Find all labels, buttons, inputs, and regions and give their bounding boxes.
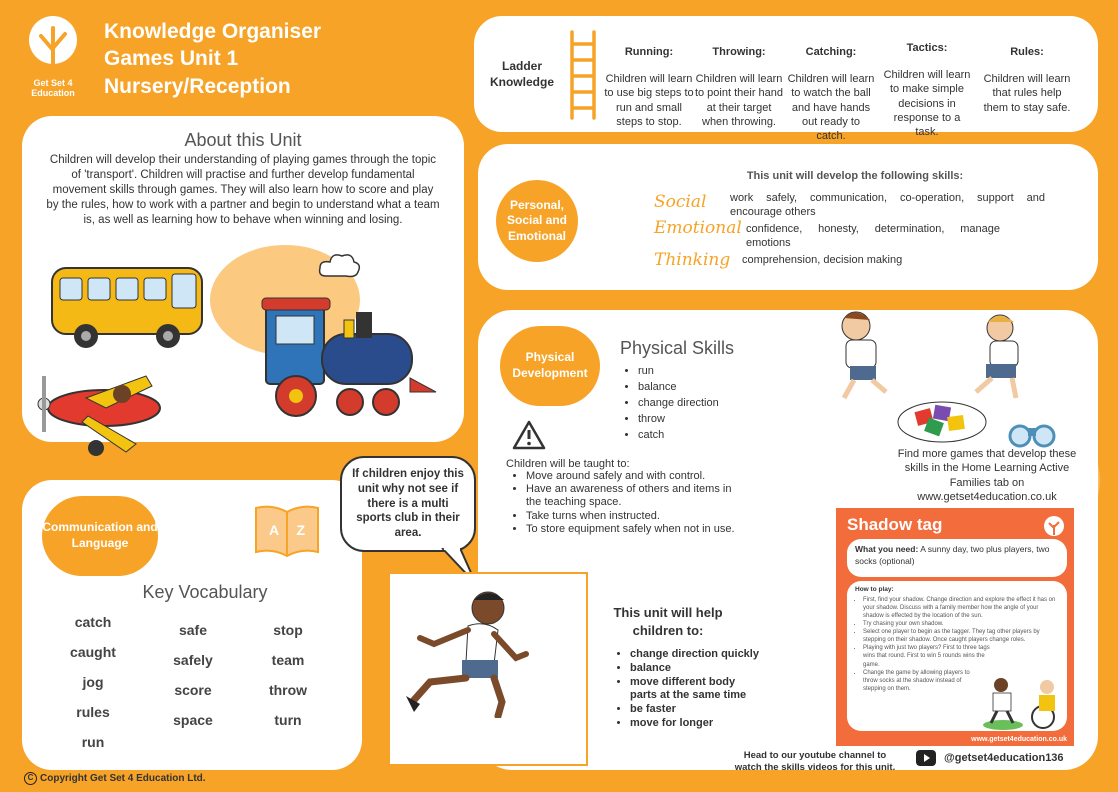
ladder-panel: [474, 16, 1098, 143]
physical-skills-list: [620, 364, 719, 444]
home-learning-label: Home Learning: [816, 446, 876, 484]
ladder-col-running: Running: Children will learn to use big steps to run and small steps to stop.: [604, 46, 694, 128]
vocab-word: space: [173, 712, 213, 728]
list-item: • balance: [630, 662, 762, 676]
warning-icon: [512, 420, 546, 450]
vocab-col-1: [48, 614, 138, 764]
physical-title: Physical Skills: [620, 338, 735, 358]
beanbags-illustration: [896, 396, 988, 444]
logo-small-icon: [1043, 515, 1065, 537]
youtube-link[interactable]: [916, 750, 1064, 766]
pse-social-label: Social: [654, 192, 707, 212]
list-item: • Have an awareness of others and items in the teaching space.: [526, 483, 740, 509]
list-item: • throw: [638, 412, 719, 428]
ladder-col-rules: Rules: Children will learn that rules help them to stay safe.: [983, 46, 1071, 114]
ladder-label: Ladder Knowledge: [489, 59, 554, 90]
plane-illustration: [26, 356, 176, 461]
list-item: • Change the game by allowing players to throw socks at the shadow instead of stepping on them.: [863, 669, 973, 693]
pse-emotional-label: Emotional: [654, 218, 742, 238]
list-item: • Playing with just two players? First to three tags wins that round. First to win 5 rounds wins the game.: [863, 644, 999, 668]
binoculars-icon: [1008, 418, 1056, 448]
list-item: • be faster: [630, 703, 762, 717]
shadow-site[interactable]: www.getset4education.co.uk: [971, 736, 1067, 743]
book-letters: A Z: [268, 522, 306, 538]
copyright-text: Copyright Get Set 4 Education Ltd.: [40, 773, 206, 784]
help-title: This unit will help children to:: [613, 605, 723, 639]
list-item: • Try chasing your own shadow.: [863, 620, 1059, 628]
list-item: • balance: [638, 380, 719, 396]
vocab-col-2: [148, 622, 238, 742]
vocab-word: throw: [268, 682, 308, 698]
ladder-col-throwing: Throwing: Children will learn to point their hand at their target when throwing.: [694, 46, 784, 128]
speech-text: If children enjoy this unit why not see if there is a multi sports club in their area.: [352, 467, 464, 540]
list-item: • catch: [638, 428, 719, 444]
list-item: • move different body parts at the same time: [630, 676, 762, 704]
list-item: • First, find your shadow. Change direction and explore the effect it has on your shadow. Discuss with a family member how the angle of your shadow is effected by the location of the sun.: [863, 596, 1059, 620]
pse-thinking-text: comprehension, decision making: [742, 254, 903, 266]
tree-icon: [23, 14, 83, 74]
pse-thinking-label: Thinking: [654, 250, 731, 270]
vocab-word: team: [271, 652, 305, 668]
page-title: [104, 18, 321, 100]
logo: [20, 14, 86, 100]
pse-circle: Personal, Social and Emotional: [496, 180, 578, 262]
pse-intro: This unit will develop the following skills:: [746, 170, 964, 182]
need-label: What you need:: [855, 544, 919, 554]
ladder-col-catching: Catching: Children will learn to watch the ball and have hands out ready to catch.: [787, 46, 875, 143]
shadow-tag-title: Shadow tag: [847, 515, 943, 534]
youtube-icon: [916, 750, 936, 766]
pse-social-text: work safely, communication, co-operation, support and encourage others: [730, 192, 1045, 219]
physical-circle: Physical Development: [500, 326, 600, 406]
title-line-2: Games Unit 1: [104, 47, 239, 71]
logo-text: Get Set 4 Education: [31, 78, 75, 98]
home-learning-text: Find more games that develop these skills in the Home Learning Active Families tab on www.getset4education.co.uk: [897, 448, 1077, 503]
list-item: • Take turns when instructed.: [526, 510, 740, 523]
shadow-need-box: [847, 539, 1067, 577]
vocab-word: jog: [82, 674, 104, 690]
list-item: • run: [638, 364, 719, 380]
list-item: • change direction: [638, 396, 719, 412]
how-label: How to play:: [855, 586, 894, 593]
about-text: Children will develop their understanding of playing games through the topic of 'transport'. Children will practise and further develop fundamental movement skills through games. They will also learn how to score and play by the rules, how to work with a partner and begin to understand what a team is, as well as learning how to behave when winning and losing.: [46, 154, 440, 226]
list-item: • Move around safely and with control.: [526, 470, 740, 483]
shadow-kids-illustration: [981, 675, 1071, 731]
vocab-word: safe: [178, 622, 208, 638]
cloud-icon: [316, 250, 362, 280]
ladder-icon: [566, 30, 600, 120]
list-item: • Select one player to begin as the tagger. They tag other players by stepping on their shadow. Once caught players change roles.: [863, 628, 1059, 644]
copyright-icon: C: [24, 772, 37, 785]
youtube-handle: @getset4education136: [944, 752, 1064, 764]
copyright: [24, 772, 206, 785]
about-title: About this Unit: [184, 130, 302, 150]
list-item: • To store equipment safely when not in use.: [526, 523, 740, 536]
house-icon: [774, 494, 814, 532]
children-running-illustration: [830, 306, 1060, 402]
need-text: A sunny day, two plus players, two socks (optional): [855, 544, 1050, 566]
shadow-tag-card: [836, 508, 1074, 746]
list-item: • move for longer: [630, 717, 762, 731]
checkmark-icon: [600, 566, 640, 598]
list-item: • change direction quickly: [630, 648, 762, 662]
comm-circle: Communication and Language: [42, 496, 158, 576]
safety-list: [508, 470, 740, 536]
speech-bubble: [340, 456, 476, 552]
vocab-col-3: [243, 622, 333, 742]
vocab-word: safely: [173, 652, 213, 668]
help-list: [612, 648, 762, 731]
vocab-word: stop: [273, 622, 303, 638]
bus-illustration: [48, 262, 208, 352]
vocab-word: catch: [74, 614, 112, 630]
runner-illustration: [370, 578, 540, 718]
youtube-text: Head to our youtube channel to watch the skills videos for this unit.: [734, 750, 896, 773]
title-line-3: Nursery/Reception: [104, 74, 291, 98]
vocab-word: run: [81, 734, 105, 750]
vocab-word: score: [174, 682, 212, 698]
pse-emotional-text: confidence, honesty, determination, manage emotions: [746, 223, 1000, 250]
safety-intro: Children will be taught to:: [506, 458, 630, 470]
vocab-word: caught: [70, 644, 116, 660]
vocab-word: turn: [274, 712, 302, 728]
vocab-word: rules: [76, 704, 110, 720]
train-illustration: [260, 292, 445, 422]
ladder-col-tactics: Tactics: Children will learn to make simple decisions in response to a task.: [883, 42, 971, 139]
title-line-1: Knowledge Organiser: [104, 20, 322, 43]
key-vocab-title: Key Vocabulary: [142, 582, 268, 602]
